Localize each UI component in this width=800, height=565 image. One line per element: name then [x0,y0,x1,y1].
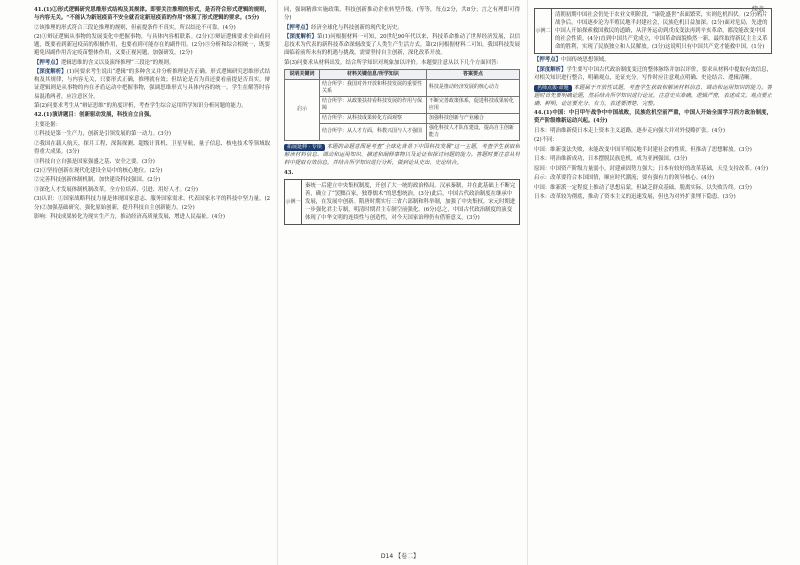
hint-paragraph [534,84,772,108]
answer-44-6: 原因：中国资产阶级力量弱小，封建顽固势力强大；日本有较好的改革基础，天皇支持改革。(4分) [534,165,769,172]
answer-44-9: 日本：改革较为彻底，推动了资本主义的迅速发展，但也为对外扩张埋下隐患。(3分) [534,194,736,201]
answer-44-5: 日本：明治维新成功，日本摆脱民族危机，成为亚洲强国。(3分) [534,156,688,163]
table-cell: 结合所学：我国对外开放和科技发展的重要性关系 [320,79,427,96]
answer-top: 同，强调精准实施政策，科技创新推动企业转型升级。(等等，每点2分，共8分；言之有理即可得分) [284,7,520,22]
answer-44-8: 中国：维新派一定程度上推动了思想启蒙，但缺乏群众基础，脱离实际，以失败告终。(3分) [534,184,752,191]
table-row [285,96,520,113]
key-point-title: 【押考点】 [34,59,61,66]
deep-analysis [284,33,520,57]
column-divider [527,0,528,565]
example-label: 示例一 [285,180,302,224]
table-cell: 加强科技创新与产业融合 [426,113,519,123]
answer-43: 43. [284,169,294,176]
table-cell: 结合所学：从政策扶持看科技发展的作用与保障 [320,96,427,113]
answer-42-5: ③科技自立自强是国家强盛之基、安全之要。(3分) [34,158,155,165]
example-body: 清朝初期中国社会仍处于农业文明阶段，“康乾盛世”表面繁荣，实则危机四伏。(2分)鸦片战争后，中国逐步沦为半殖民地半封建社会，民族危机日益加深。(2分)面对危局，先进的中国人开始探索救国救民的道路，从洋务运动到戊戌变法再到辛亥革命，都没能改变中国的社会性质。(4分)直到中国共产党成立，中国革命面貌焕然一新，最终取得新民主主义革命的胜利，实现了民族独立和人民解放。(3分)这说明只有中国共产党才能救中国。(1分) [555,12,768,51]
deep-analysis-title: 【深度解析】 [284,34,317,41]
table-header: 说明关键词 [285,69,320,79]
hint-text: 本题属于开放性试题，考查学生获取和解读材料信息、调动和运用知识的能力。答题时首先要明确论题，然后结合所学知识进行论证，注意史实准确，逻辑严密，表述成文。观点要正确、鲜明，论证要充分、有力，表述要清楚、完整。 [534,84,772,107]
key-point-body: 经济全球化与科技创新的现代化历史。 [310,24,403,31]
deep-analysis-title: 【深度解析】 [34,69,67,76]
answer-42-2: 主要论据： [34,121,61,128]
answer-42-3: ①科技是第一生产力，创新是引领发展的第一动力。(3分) [34,131,172,138]
key-point-title: 【押考点】 [534,57,561,64]
hint-label: 名师点拨·命题 [534,85,572,92]
continued-label: 续表 [751,6,764,13]
answer-41-2: ②该推理的形式符合三段论推理的规则，但前提条件不真实，所以结论不可靠。(4分) [34,24,236,31]
table-cell: 科技是推动经济发展的核心动力 [426,79,519,96]
answer-42-4: ②我国在载人航天、探月工程、深海探测、超级计算机、卫星导航、量子信息、核电技术等领域取得重大成果。(3分) [34,140,270,156]
answer-42-7: ②完善科技创新体制机制，加快建设科技强国。(2分) [34,177,161,184]
answer-42-6: (2)①坚持创新在现代化建设全局中的核心地位。(2分) [34,167,163,174]
answer-41-4: 第(2)问要求考生从“辩证思维”的角度评析，考查学生综合运用所学知识分析问题的能力。 [34,102,247,109]
key-point [534,56,772,64]
table-header-row [285,69,520,79]
table-header: 材料关键信息/所学知识 [320,69,427,79]
answer-42-1: 42.(1)演讲题目：创新驱动发展，科技自立自强。 [34,112,155,119]
table-cell: 结合所学：从人才方面，科教兴国与人才强国 [320,123,427,140]
answer-table [284,69,520,141]
answer-44-7: 启示：改革要符合本国国情，顺应时代潮流；要有强有力的领导核心。(4分) [534,175,715,182]
answer-41-3: (2)①辩证逻辑从事物的发展变化中把握事物，与具体内容相联系。(2分)②辩证逻辑要求全面看问题，既要看到新冠疫苗的积极作用，也要看到可能存在的副作用。(2分)③分析和综合相统一，既要避免因副作用否定疫苗整体作用，又要正视问题，加强研发。(2分) [34,34,270,57]
example-box [534,8,772,54]
deep-analysis-cont: 第(3)问要求从材料出发，结合所学知识对现象加以评价。本题要注意从以下几个方面回答： [284,59,502,66]
deep-analysis-title: 【深度解析】 [534,66,567,73]
key-point [34,59,270,67]
table-header: 答案要点 [426,69,519,79]
hint-label: 拓展延伸 · 专项 [284,144,325,151]
column-right [534,6,772,546]
key-point-body: 中国传统思想领域。 [560,57,610,64]
example-body: 秦统一后建立中央集权制度，开创了大一统的政治格局。汉承秦制，并在此基础上不断完善，确立了“罢黜百家，独尊儒术”的思想统治。(3分)此后，中国古代政治制度在继承中发展，在发展中创新。隋唐时期实行三省六部制和科举制，加强了中央集权。宋元时期进一步强化君主专制，明清时期君主专制空前强化。(6分)总之，中国古代政治制度的演变体现了中华文明的连续性与创造性，对今天国家治理仍有借鉴意义。(3分) [305,182,516,221]
table-row [285,79,520,96]
page-footer [0,551,800,560]
page-sub: 【卷二】 [395,553,420,560]
deep-analysis [534,66,772,82]
example-label: 示例二 [535,9,552,53]
key-point [284,24,520,32]
hint-paragraph [284,143,520,167]
table-cell: 不断完善政策体系，促进科技成果转化应用 [426,96,519,113]
deep-analysis-body: 学生要写中国古代政治制度变迁的整体脉络并加以评价，要求从材料中提取有效信息，对相关知识进行整合，明确观点，论证充分。写作时应注意观点明确、史论结合、逻辑清晰。 [534,66,772,82]
column-left [34,6,270,546]
hint-text: 本题的命题意图是考查“全球化背景下中国科技发展”这一主题，考查学生获取和解读材料信息、调动和运用知识、描述和阐释事物以及论证和探讨问题的能力。答题时要注意从材料中提取有效信息，并结合所学知识进行分析，做到论从史出、史论结合。 [284,143,520,167]
answer-42-10: 影响：科技成果转化为现实生产力，推动经济高质量发展，增进人民福祉。(4分) [34,214,225,221]
page-number: D14 [380,553,394,560]
answer-44-3: (2)不同： [534,137,558,144]
table-row [285,113,520,123]
table-row [285,123,520,140]
deep-analysis [34,68,270,100]
table-cell: 结合所学：从科技成果转化方面观察 [320,113,427,123]
column-middle [284,6,520,546]
answer-44-4: 中国：维新变法失败，未能改变中国半殖民地半封建社会的性质，但推动了思想解放。(3分) [534,146,752,153]
key-point-body: 逻辑思维的含义以及演绎推理“三段论”的规则。 [60,59,175,66]
key-point-title: 【押考点】 [284,24,311,31]
table-cell: 强化科技人才队伍建设，提高自主创新能力 [426,123,519,140]
answer-41-1: 41.(1)①形式逻辑研究思维形式结构及其规律。即要关注推理的形式，是否符合形式逻辑的规则，与内容无关。“不能认为新冠疫苗不安全就否定新冠疫苗的作用”体现了形式逻辑的要求。(5分) [34,7,270,22]
answer-42-9: (3)认识：①国家战略科技力量是体现国家意志、服务国家需求、代表国家水平的科技中坚力量。(2分)②加强基础研究，强化原始创新，提升科技自主创新能力。(2分) [34,196,270,211]
answer-42-8: ③深化人才发展体制机制改革，全方位培养、引进、用好人才。(2分) [34,186,198,193]
deep-analysis-body: 第(1)问根据材料一可知，20世纪90年代以来，科技革命推动了世界经济发展，以信息技术为代表的新科技革命深刻改变了人类生产生活方式。第(2)问根据材料二可知，我国科技发展面临着前所未有的机遇与挑战，需要坚持自主创新，深化改革开放。 [284,34,520,57]
deep-analysis-body: (1)问要求考生说出“逻辑”的多种含义并分析推理是否正确。形式逻辑研究思维形式结构及其规律，与内容无关，只要形式正确，推理就有效；但结论是否为真还要看前提是否真实。辩证逻辑则是从事物的内在矛盾运动中把握事物，强调思维形式与具体内容的统一。学生在解答时容易混淆两者，应注意区分。 [34,69,270,100]
answer-44-1: 44.(1)中国：中日甲午战争中中国战败，民族危机空前严重，中国人开始全面学习西方政治制度，资产阶级维新运动兴起。(4分) [534,110,772,125]
table-group-cell: 启示 [285,79,320,140]
example-box [284,179,520,225]
column-divider [277,0,278,565]
answer-44-2: 日本：明治维新使日本走上资本主义道路，逐步走向强大并对外侵略扩张。(4分) [534,127,725,134]
